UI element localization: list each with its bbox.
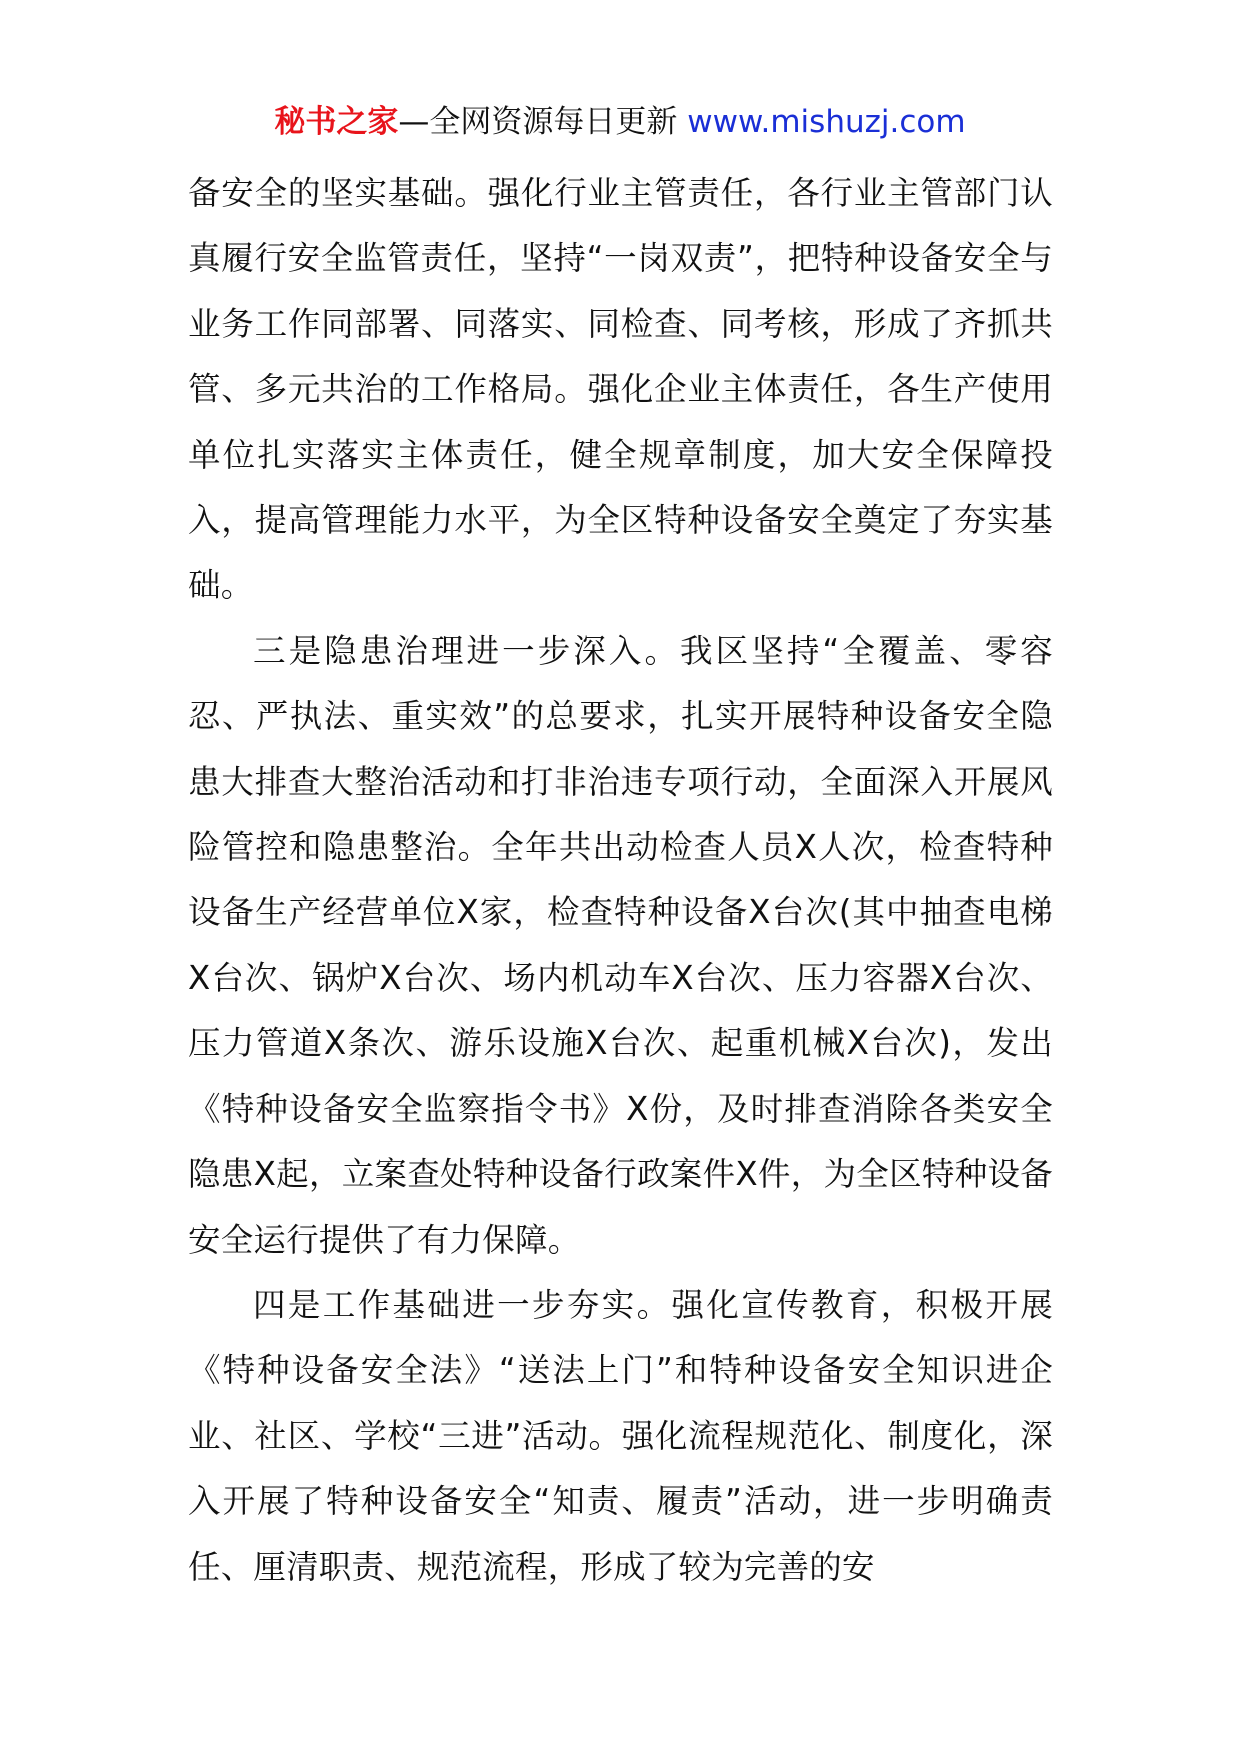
page-header <box>0 100 1240 144</box>
brand-name: 秘书之家 <box>274 104 399 140</box>
document-body <box>188 161 1053 1600</box>
paragraph-work-foundation: 四是工作基础进一步夯实。强化宣传教育，积极开展《特种设备安全法》“送法上门”和特种设备安全知识进企业、社区、学校“三进”活动。强化流程规范化、制度化，深入开展了特种设备安全“知责、履责”活动，进一步明确责任、厘清职责、规范流程，形成了较为完善的安 <box>188 1285 1053 1586</box>
site-url-link[interactable]: www.mishuzj.com <box>687 104 966 140</box>
paragraph-continuation: 备安全的坚实基础。强化行业主管责任，各行业主管部门认真履行安全监管责任，坚持“一岗双责”，把特种设备安全与业务工作同部署、同落实、同检查、同考核，形成了齐抓共管、多元共治的工作格局。强化企业主体责任，各生产使用单位扎实落实主体责任，健全规章制度，加大安全保障投入，提高管理能力水平，为全区特种设备安全奠定了夯实基础。 <box>188 174 1053 605</box>
paragraph-hazard-governance: 三是隐患治理进一步深入。我区坚持“全覆盖、零容忍、严执法、重实效”的总要求，扎实开展特种设备安全隐患大排查大整治活动和打非治违专项行动，全面深入开展风险管控和隐患整治。全年共出动检查人员X人次，检查特种设备生产经营单位X家，检查特种设备X台次(其中抽查电梯X台次、锅炉X台次、场内机动车X台次、压力容器X台次、压力管道X条次、游乐设施X台次、起重机械X台次)，发出《特种设备安全监察指令书》X份，及时排查消除各类安全隐患X起，立案查处特种设备行政案件X件，为全区特种设备安全运行提供了有力保障。 <box>188 631 1053 1259</box>
header-tagline: —全网资源每日更新 <box>398 104 688 140</box>
